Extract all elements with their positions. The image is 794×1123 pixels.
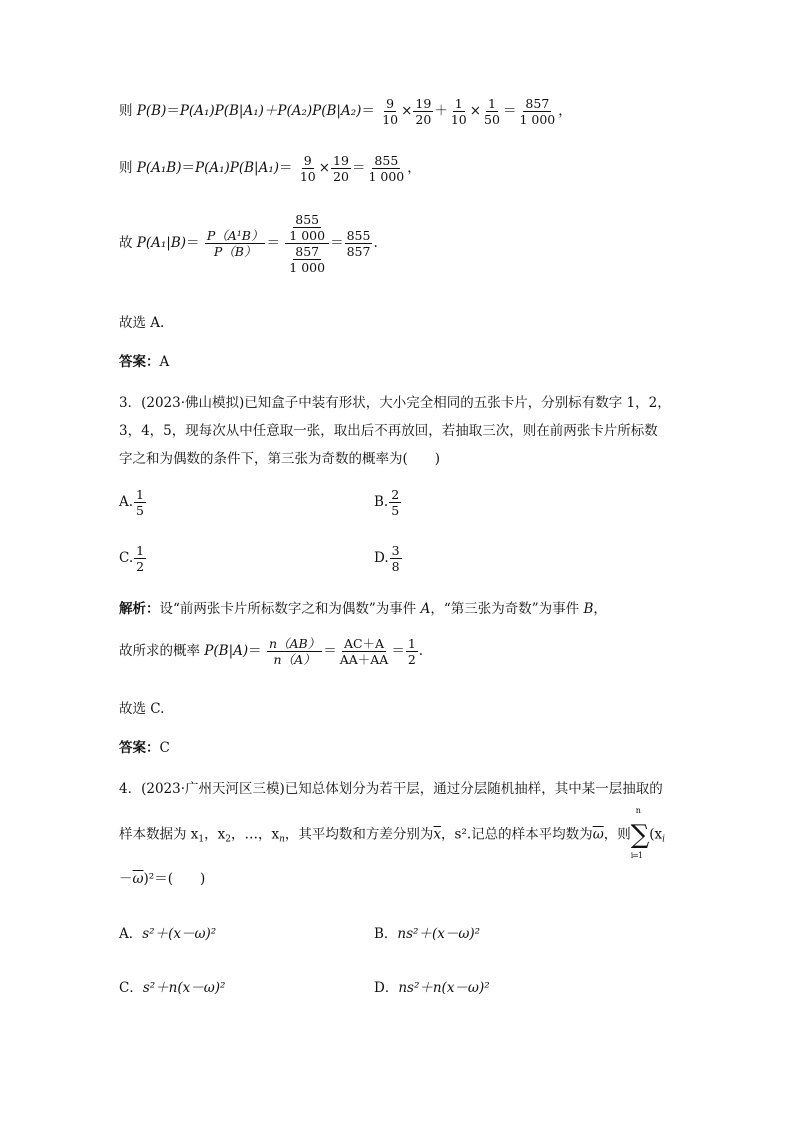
text: ＝ <box>186 235 200 251</box>
q3-line-3: 字之和为偶数的条件下，第三张为奇数的概率为( ) <box>119 451 441 467</box>
text: ＝ <box>330 235 344 251</box>
q4-option-d[interactable]: D．ns²＋n(x－ω)² <box>374 980 490 996</box>
text: P(B) <box>136 103 167 119</box>
text: ＝ <box>166 103 180 119</box>
fraction: $\frac{19}{20}$ <box>415 96 432 127</box>
text: ＝ <box>502 103 517 119</box>
q4-line-1: 4．(2023·广州天河区三模)已知总体划分为若干层，通过分层随机抽样，其中某一层抽取的 <box>119 781 663 797</box>
fraction: $\frac{9}{10}$ <box>382 96 399 127</box>
fraction: $\frac{\text{P（A¹B）}}{P(B)}$ <box>206 228 264 259</box>
q4-option-c[interactable]: C．s²＋n(x－ω)² <box>119 980 226 996</box>
text: ， <box>407 160 421 176</box>
q4-line-2: 样本数据为 $x_1$，$x_2$，…，$x_n$，其平均数和方差分别为$\overline{x}$，s².记总的样本平均数为$\overline{\omega}$，则 n ∑ i=1 ($x_i$ <box>119 806 666 860</box>
q4-line-3: $-\overline{\omega})^2=$( ) <box>119 871 206 887</box>
fraction: $\frac{857}{1 000}$ <box>519 96 556 127</box>
q3-choose-statement: 故选 C. <box>119 701 165 717</box>
text: P(A₁)P(B|A₁)＋P(A₂)P(B|A₂) <box>179 103 362 119</box>
formula-line-conditional <box>119 212 378 275</box>
q3-answer-line: 答案：C <box>119 740 170 756</box>
fraction: $\frac{855}{857}$ <box>346 228 371 259</box>
text: ＝ <box>279 160 293 176</box>
text: ＋ <box>434 103 448 119</box>
text: ， <box>558 103 572 119</box>
answer-value: C <box>159 740 170 756</box>
text: P(A₁|B) <box>136 235 187 251</box>
text: ＝ <box>351 160 366 176</box>
text: P(A₁)P(B|A₁) <box>195 160 280 176</box>
answer-line <box>119 350 169 370</box>
text: × <box>469 103 482 119</box>
formula-line-pb <box>119 96 572 127</box>
answer-value: A <box>159 354 170 370</box>
fraction: $\frac{19}{20}$ <box>333 153 349 184</box>
q3-line-1: 3．(2023·佛山模拟)已知盒子中装有形状，大小完全相同的五张卡片，分别标有数字 1，2， <box>119 395 671 411</box>
fraction: $\frac{855}{1 000}$ <box>368 153 405 184</box>
text: . <box>373 235 378 251</box>
analysis-label: 解析： <box>119 601 160 617</box>
q3-option-b[interactable]: B. $\frac{2}{5}$ <box>374 487 400 518</box>
q4-option-b[interactable]: B．ns²＋(x－ω)² <box>374 926 481 942</box>
text: 则 <box>119 103 137 119</box>
fraction: $\frac{9}{10}$ <box>299 153 316 184</box>
fraction: $\frac{1}{10}$ <box>450 96 467 127</box>
q3-line-2: 3，4，5，现每次从中任意取一张，取出后不再放回，若抽取三次，则在前两张卡片所标数 <box>119 423 658 439</box>
compound-fraction: $\frac{\frac{855}{1 000}}{\frac{857}{1 000}}$ <box>285 212 329 275</box>
text: × <box>318 160 331 176</box>
q3-option-a[interactable]: A. $\frac{1}{5}$ <box>119 487 144 518</box>
text: ＝ <box>266 235 280 251</box>
fraction: $\frac{1}{50}$ <box>484 96 500 127</box>
text: ＝ <box>361 103 375 119</box>
text: ＝ <box>181 160 195 176</box>
choose-statement: 故选 A. <box>119 315 165 331</box>
text: 故 <box>119 235 137 251</box>
text: 则 <box>119 160 137 176</box>
sigma-symbol: n ∑ i=1 <box>630 806 650 860</box>
q3-analysis: 解析：设“前两张卡片所标数字之和为偶数”为事件 A，“第三张为奇数”为事件 B， <box>119 601 607 617</box>
formula-line-pa1b <box>119 153 421 184</box>
q3-probability-formula: 故所求的概率 P(B|A)＝ $\frac{n(AB)}{n(A)}$ ＝ $\frac{AC+A}{AA+AA}$ ＝ $\frac{1}{2}$ . <box>119 636 424 667</box>
answer-label: 答案： <box>119 354 160 370</box>
q3-option-d[interactable]: D. $\frac{3}{8}$ <box>374 543 400 574</box>
q4-option-a[interactable]: A．s²＋(x－ω)² <box>119 926 217 942</box>
q3-option-c[interactable]: C. $\frac{1}{2}$ <box>119 543 145 574</box>
text: × <box>401 103 413 119</box>
text: P(A₁B) <box>136 160 182 176</box>
